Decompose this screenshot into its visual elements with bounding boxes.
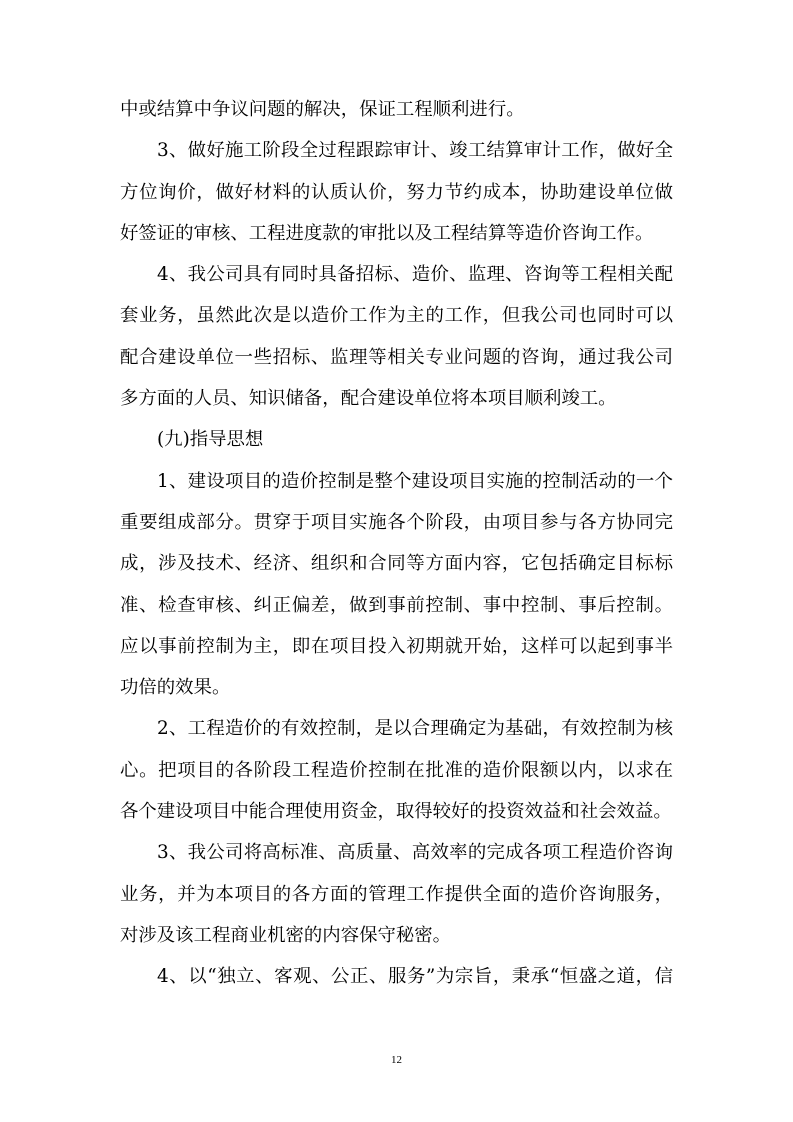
body-text	[120, 89, 673, 998]
text-line-6: 套业务，虽然此次是以造价工作为主的工作，但我公司也同时可以	[120, 305, 673, 327]
section-heading: (九)指导思想	[157, 429, 264, 451]
text-line-18: 各个建设项目中能合理使用资金，取得较好的投资效益和社会效益。	[120, 801, 672, 823]
text-line-15: 功倍的效果。	[120, 677, 231, 699]
text-line-20: 业务，并为本项目的各方面的管理工作提供全面的造价咨询服务，	[120, 883, 673, 905]
text-line-12: 成，涉及技术、经济、组织和合同等方面内容，它包括确定目标标	[120, 553, 673, 575]
text-line-19: 3、我公司将高标准、高质量、高效率的完成各项工程造价咨询	[157, 842, 673, 864]
text-line-17: 心。把项目的各阶段工程造价控制在批准的造价限额以内，以求在	[120, 759, 673, 781]
text-line-5: 4、我公司具有同时具备招标、造价、监理、咨询等工程相关配	[157, 264, 673, 286]
text-line-1: 中或结算中争议问题的解决，保证工程顺利进行。	[120, 99, 525, 120]
text-line-14: 应以事前控制为主，即在项目投入初期就开始，这样可以起到事半	[120, 635, 673, 657]
text-line-4: 好签证的审核、工程进度款的审批以及工程结算等造价咨询工作。	[120, 222, 654, 244]
text-line-2: 3、做好施工阶段全过程跟踪审计、竣工结算审计工作，做好全	[157, 140, 673, 162]
text-line-11: 重要组成部分。贯穿于项目实施各个阶段，由项目参与各方协同完	[120, 511, 673, 533]
text-line-3: 方位询价，做好材料的认质认价，努力节约成本，协助建设单位做	[120, 181, 673, 203]
text-line-22: 4、以“独立、客观、公正、服务”为宗旨，秉承“恒盛之道，信	[157, 966, 673, 988]
text-line-10: 1、建设项目的造价控制是整个建设项目实施的控制活动的一个	[157, 470, 673, 492]
text-line-13: 准、检查审核、纠正偏差，做到事前控制、事中控制、事后控制。	[120, 594, 673, 616]
text-line-21: 对涉及该工程商业机密的内容保守秘密。	[120, 924, 452, 946]
text-line-16: 2、工程造价的有效控制，是以合理确定为基础，有效控制为核	[157, 718, 673, 740]
page-number: 12	[391, 1054, 402, 1066]
text-line-7: 配合建设单位一些招标、监理等相关专业问题的咨询，通过我公司	[120, 346, 673, 368]
text-line-8: 多方面的人员、知识储备，配合建设单位将本项目顺利竣工。	[120, 388, 617, 410]
